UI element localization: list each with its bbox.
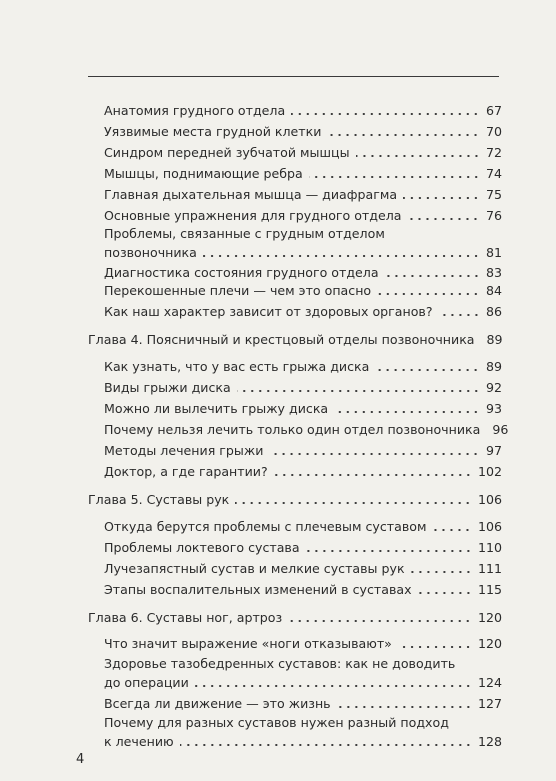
dot-leader: [334, 411, 480, 413]
toc-entry[interactable]: [104, 263, 502, 282]
toc-entry[interactable]: [104, 538, 502, 557]
toc-entry-page: 70: [485, 124, 502, 139]
toc-entry[interactable]: [104, 143, 502, 162]
toc-entry-title: Основные упражнения для грудного отдела: [104, 208, 402, 223]
toc-entry[interactable]: [104, 634, 502, 653]
toc-entry-title-line1: Почему для разных суставов нужен разный подход: [104, 715, 449, 730]
toc-entry-title: Как узнать, что у вас есть грыжа диска: [104, 359, 370, 374]
dot-leader: [327, 134, 480, 136]
toc-chapter-page: 106: [477, 492, 502, 507]
dot-leader: [407, 218, 479, 220]
toc-entry[interactable]: [104, 164, 502, 183]
dot-leader: [411, 571, 472, 573]
toc-entry-title: Проблемы локтевого сустава: [104, 540, 300, 555]
toc-entry-title-line2: до операции: [104, 675, 189, 690]
toc-entry-page: 83: [485, 265, 502, 280]
dot-leader: [291, 113, 480, 115]
toc-entry-title: Уязвимые места грудной клетки: [104, 124, 322, 139]
toc-entry-title: Синдром передней зубчатой мышцы: [104, 145, 350, 160]
dot-leader: [306, 550, 472, 552]
toc-entry-title: Перекошенные плечи — чем это опасно: [104, 283, 372, 298]
toc-entry[interactable]: [104, 580, 502, 599]
toc-entry[interactable]: [104, 101, 502, 120]
toc-entry-title: Анатомия грудного отдела: [104, 103, 286, 118]
dot-leader: [377, 293, 480, 295]
toc-entry-title: Лучезапястный сустав и мелкие суставы рук: [104, 561, 405, 576]
toc-entry[interactable]: [104, 694, 502, 713]
toc-entry-page: 76: [485, 208, 502, 223]
dot-leader: [439, 314, 480, 316]
toc-chapter-6[interactable]: [88, 608, 502, 627]
toc-entry-page: 74: [485, 166, 502, 181]
toc-entry-page: 124: [477, 675, 502, 690]
toc-entry-page: 72: [485, 145, 502, 160]
toc-entry[interactable]: [104, 420, 509, 439]
toc-entry-title: Этапы воспалительных изменений в суставах: [104, 582, 412, 597]
toc-entry-title: Можно ли вылечить грыжу диска: [104, 401, 329, 416]
toc-entry[interactable]: [104, 185, 502, 204]
toc-entry[interactable]: [104, 206, 502, 225]
toc-entry-page: 111: [477, 561, 502, 576]
dot-leader: [356, 155, 480, 157]
toc-entry-page: 120: [477, 636, 502, 651]
toc-entry[interactable]: [104, 224, 502, 262]
toc-entry-title: Как наш характер зависит от здоровых органов?: [104, 304, 433, 319]
dot-leader: [237, 390, 480, 392]
toc-entry-page: 92: [485, 380, 502, 395]
toc-entry-page: 75: [485, 187, 502, 202]
toc-chapter-title: Глава 4. Поясничный и крестцовый отделы позвоночника: [88, 332, 475, 347]
toc-entry-page: 128: [477, 734, 502, 749]
toc-entry-page: 97: [485, 443, 502, 458]
dot-leader: [269, 453, 480, 455]
toc-entry[interactable]: [104, 654, 502, 692]
dot-leader: [418, 592, 472, 594]
toc-entry[interactable]: [104, 281, 502, 300]
toc-entry[interactable]: [104, 378, 502, 397]
toc-entry-page: 127: [477, 696, 502, 711]
toc-entry-title: Откуда берутся проблемы с плечевым суставом: [104, 519, 427, 534]
dot-leader: [288, 620, 472, 622]
toc-entry-page: 96: [492, 422, 509, 437]
dot-leader: [274, 474, 472, 476]
toc-entry[interactable]: [104, 302, 502, 321]
toc-entry-title: Виды грыжи диска: [104, 380, 231, 395]
toc-entry[interactable]: [104, 713, 502, 751]
toc-chapter-title: Глава 5. Суставы рук: [88, 492, 230, 507]
toc-entry-page: 102: [477, 464, 502, 479]
toc-entry-page: 86: [485, 304, 502, 319]
toc-entry[interactable]: [104, 517, 502, 536]
toc-entry-page: 81: [485, 245, 502, 260]
toc-entry[interactable]: [104, 399, 502, 418]
toc-entry[interactable]: [104, 357, 502, 376]
dot-leader: [385, 275, 480, 277]
toc-entry[interactable]: [104, 122, 502, 141]
dot-leader: [375, 369, 480, 371]
page-number: 4: [76, 752, 85, 767]
toc-entry-title: Мышцы, поднимающие ребра: [104, 166, 303, 181]
toc-entry-title: Почему нельзя лечить только один отдел позвоночника: [104, 422, 481, 437]
toc-chapter-title: Глава 6. Суставы ног, артроз: [88, 610, 283, 625]
toc-entry-page: 89: [485, 359, 502, 374]
dot-leader: [403, 197, 480, 199]
header-rule: [88, 76, 499, 77]
toc-entry[interactable]: [104, 559, 502, 578]
toc-entry[interactable]: [104, 462, 502, 481]
toc-entry-title: Диагностика состояния грудного отдела: [104, 265, 379, 280]
toc-entry-page: 84: [485, 283, 502, 298]
dot-leader: [195, 685, 472, 687]
toc-chapter-5[interactable]: [88, 490, 502, 509]
dot-leader: [203, 255, 480, 257]
toc-entry-title-line2: позвоночника: [104, 245, 197, 260]
dot-leader: [309, 176, 480, 178]
toc-entry-page: 93: [485, 401, 502, 416]
dot-leader: [432, 529, 471, 531]
toc-entry-title-line1: Проблемы, связанные с грудным отделом: [104, 226, 385, 241]
toc-entry-title: Методы лечения грыжи: [104, 443, 264, 458]
toc-entry-title: Всегда ли движение — это жизнь: [104, 696, 331, 711]
toc-entry-title: Доктор, а где гарантии?: [104, 464, 268, 479]
dot-leader: [398, 646, 472, 648]
toc-chapter-4[interactable]: [88, 330, 502, 349]
toc-entry-page: 67: [485, 103, 502, 118]
toc-entry-title-line2: к лечению: [104, 734, 174, 749]
toc-entry-page: 110: [477, 540, 502, 555]
toc-entry-page: 115: [477, 582, 502, 597]
toc-entry-title-line1: Здоровье тазобедренных суставов: как не доводить: [104, 656, 456, 671]
dot-leader: [337, 706, 472, 708]
toc-entry-title: Что значит выражение «ноги отказывают»: [104, 636, 392, 651]
dot-leader: [180, 744, 472, 746]
toc-entry-page: 106: [477, 519, 502, 534]
dot-leader: [235, 502, 472, 504]
toc-entry-title: Главная дыхательная мышца — диафрагма: [104, 187, 398, 202]
toc-chapter-page: 89: [486, 332, 503, 347]
toc-entry[interactable]: [104, 441, 502, 460]
toc-chapter-page: 120: [477, 610, 502, 625]
